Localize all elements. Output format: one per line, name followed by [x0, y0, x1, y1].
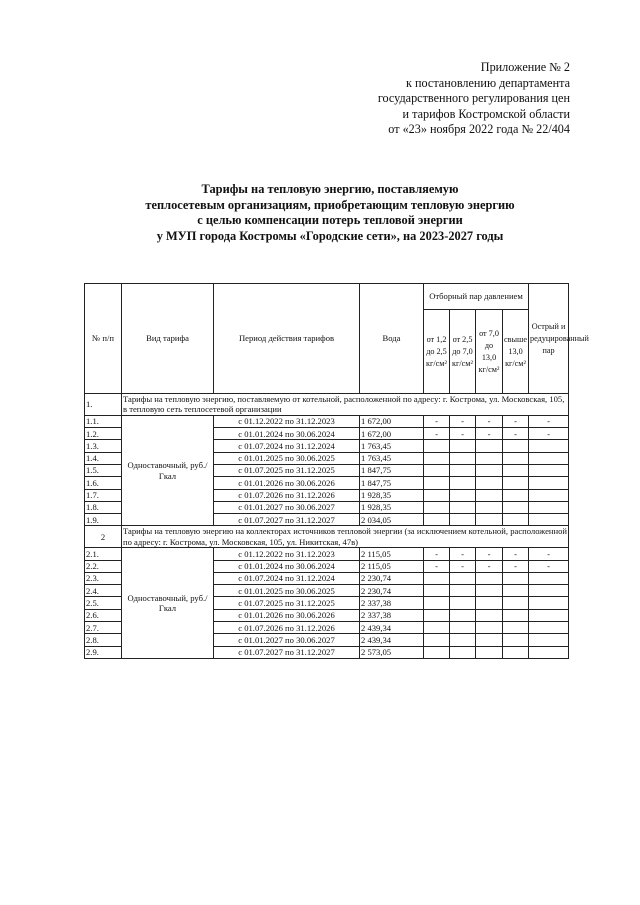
steam-tariff-cell: -: [529, 428, 569, 440]
steam-tariff-cell: -: [476, 548, 503, 560]
steam-tariff-cell: [450, 609, 476, 621]
period-cell: с 01.07.2027 по 31.12.2027: [214, 514, 360, 526]
steam-tariff-cell: [450, 514, 476, 526]
row-number: 2.2.: [85, 560, 122, 572]
water-tariff-cell: 2 439,34: [360, 634, 424, 646]
water-tariff-cell: 1 672,00: [360, 428, 424, 440]
group-title: Тарифы на тепловую энергию на коллекторах источников тепловой энергии (за исключением котельной, расположенной по адресу: г. Кострома, ул. Московская, 105, ул. Никитская, 47в): [123, 526, 568, 547]
row-number: 2.4.: [85, 585, 122, 597]
steam-tariff-cell: [424, 622, 450, 634]
steam-tariff-cell: [476, 465, 503, 477]
appendix-line: государственного регулирования цен: [377, 91, 570, 106]
title-line: с целью компенсации потерь тепловой энергии: [197, 213, 463, 228]
period-cell: с 01.07.2024 по 31.12.2024: [214, 572, 360, 584]
water-tariff-cell: 2 115,05: [360, 548, 424, 560]
steam-tariff-cell: [503, 501, 529, 513]
steam-tariff-cell: [529, 585, 569, 597]
group-header-row: [85, 394, 569, 416]
period-cell: с 01.07.2024 по 31.12.2024: [214, 440, 360, 452]
row-number: 1.4.: [85, 452, 122, 464]
steam-tariff-cell: [476, 440, 503, 452]
steam-tariff-cell: [476, 609, 503, 621]
period-cell: с 01.01.2025 по 30.06.2025: [214, 452, 360, 464]
steam-tariff-cell: [503, 609, 529, 621]
steam-tariff-cell: [450, 477, 476, 489]
group-number: 2: [85, 526, 122, 548]
steam-tariff-cell: [503, 465, 529, 477]
steam-tariff-cell: [424, 440, 450, 452]
table-row: [85, 548, 569, 560]
header-steam-3: от 7,0 до 13,0 кг/см²: [476, 310, 503, 394]
row-number: 2.1.: [85, 548, 122, 560]
period-cell: с 01.07.2025 по 31.12.2025: [214, 597, 360, 609]
period-cell: с 01.07.2027 по 31.12.2027: [214, 646, 360, 658]
steam-tariff-cell: [503, 597, 529, 609]
steam-tariff-cell: [424, 609, 450, 621]
steam-tariff-cell: [476, 514, 503, 526]
tariff-type-cell: Одноставочный, руб./Гкал: [122, 548, 214, 659]
row-number: 1.5.: [85, 465, 122, 477]
period-cell: с 01.01.2026 по 30.06.2026: [214, 477, 360, 489]
group-title: Тарифы на тепловую энергию, поставляемую от котельной, расположенной по адресу: г. Кострома, ул. Московская, 105, в тепловую сеть теплосетевой организации: [122, 394, 569, 416]
steam-tariff-cell: -: [476, 560, 503, 572]
header-sharp-steam: Острый и редуцированный пар: [529, 284, 569, 394]
water-tariff-cell: 2 230,74: [360, 572, 424, 584]
steam-tariff-cell: [476, 501, 503, 513]
title-line: Тарифы на тепловую энергию, поставляемую: [201, 182, 459, 196]
document-title: [60, 182, 600, 244]
appendix-line: и тарифов Костромской области: [402, 106, 570, 121]
water-tariff-cell: 2 230,74: [360, 585, 424, 597]
steam-tariff-cell: [503, 585, 529, 597]
water-tariff-cell: 1 847,75: [360, 477, 424, 489]
steam-tariff-cell: -: [503, 428, 529, 440]
steam-tariff-cell: -: [450, 415, 476, 427]
steam-tariff-cell: [476, 585, 503, 597]
header-steam-group: Отборный пар давлением: [424, 284, 529, 310]
steam-tariff-cell: [529, 514, 569, 526]
steam-tariff-cell: [450, 465, 476, 477]
steam-tariff-cell: -: [424, 428, 450, 440]
steam-tariff-cell: [424, 597, 450, 609]
steam-tariff-cell: [424, 572, 450, 584]
steam-tariff-cell: [529, 634, 569, 646]
steam-tariff-cell: [529, 609, 569, 621]
steam-tariff-cell: [476, 452, 503, 464]
steam-tariff-cell: [450, 452, 476, 464]
row-number: 1.2.: [85, 428, 122, 440]
steam-tariff-cell: [424, 465, 450, 477]
steam-tariff-cell: [424, 501, 450, 513]
steam-tariff-cell: [476, 477, 503, 489]
steam-tariff-cell: [503, 514, 529, 526]
period-cell: с 01.01.2026 по 30.06.2026: [214, 609, 360, 621]
row-number: 2.5.: [85, 597, 122, 609]
steam-tariff-cell: -: [529, 560, 569, 572]
steam-tariff-cell: [450, 572, 476, 584]
steam-tariff-cell: [503, 646, 529, 658]
water-tariff-cell: 1 672,00: [360, 415, 424, 427]
period-cell: с 01.01.2024 по 30.06.2024: [214, 560, 360, 572]
water-tariff-cell: 1 763,45: [360, 440, 424, 452]
header-water: Вода: [360, 284, 424, 394]
steam-tariff-cell: -: [424, 415, 450, 427]
period-cell: с 01.01.2027 по 30.06.2027: [214, 501, 360, 513]
steam-tariff-cell: [503, 572, 529, 584]
steam-tariff-cell: [529, 597, 569, 609]
steam-tariff-cell: [424, 489, 450, 501]
row-number: 1.8.: [85, 501, 122, 513]
steam-tariff-cell: [450, 440, 476, 452]
water-tariff-cell: 1 847,75: [360, 465, 424, 477]
row-number: 1.6.: [85, 477, 122, 489]
header-tariff-type: Вид тарифа: [122, 284, 214, 394]
steam-tariff-cell: -: [476, 415, 503, 427]
period-cell: с 01.12.2022 по 31.12.2023: [214, 548, 360, 560]
steam-tariff-cell: [529, 489, 569, 501]
appendix-line: Приложение № 2: [480, 60, 570, 74]
group-number: 1.: [85, 394, 122, 416]
steam-tariff-cell: [450, 622, 476, 634]
period-cell: с 01.07.2026 по 31.12.2026: [214, 489, 360, 501]
steam-tariff-cell: [503, 489, 529, 501]
water-tariff-cell: 2 573,05: [360, 646, 424, 658]
steam-tariff-cell: [424, 585, 450, 597]
water-tariff-cell: 2 115,05: [360, 560, 424, 572]
steam-tariff-cell: [529, 465, 569, 477]
steam-tariff-cell: -: [450, 428, 476, 440]
steam-tariff-cell: -: [503, 548, 529, 560]
water-tariff-cell: 2 034,05: [360, 514, 424, 526]
header-steam-4: свыше 13,0 кг/см²: [503, 310, 529, 394]
water-tariff-cell: 1 763,45: [360, 452, 424, 464]
water-tariff-cell: 1 928,35: [360, 501, 424, 513]
table-row: [85, 415, 569, 427]
steam-tariff-cell: [450, 634, 476, 646]
period-cell: с 01.01.2024 по 30.06.2024: [214, 428, 360, 440]
steam-tariff-cell: -: [529, 548, 569, 560]
header-steam-2: от 2,5 до 7,0 кг/см²: [450, 310, 476, 394]
header-num: № п/п: [85, 284, 122, 394]
water-tariff-cell: 2 439,34: [360, 622, 424, 634]
row-number: 1.7.: [85, 489, 122, 501]
period-cell: с 01.01.2025 по 30.06.2025: [214, 585, 360, 597]
row-number: 1.1.: [85, 415, 122, 427]
period-cell: с 01.07.2025 по 31.12.2025: [214, 465, 360, 477]
steam-tariff-cell: [503, 440, 529, 452]
steam-tariff-cell: [476, 622, 503, 634]
row-number: 1.9.: [85, 514, 122, 526]
steam-tariff-cell: [503, 477, 529, 489]
water-tariff-cell: 2 337,38: [360, 609, 424, 621]
steam-tariff-cell: [529, 440, 569, 452]
steam-tariff-cell: -: [529, 415, 569, 427]
steam-tariff-cell: [476, 597, 503, 609]
tariff-table: [84, 283, 589, 659]
steam-tariff-cell: [529, 452, 569, 464]
steam-tariff-cell: [529, 622, 569, 634]
steam-tariff-cell: [529, 501, 569, 513]
steam-tariff-cell: [424, 634, 450, 646]
steam-tariff-cell: -: [450, 560, 476, 572]
steam-tariff-cell: [476, 634, 503, 646]
steam-tariff-cell: [424, 452, 450, 464]
steam-tariff-cell: [529, 477, 569, 489]
period-cell: с 01.01.2027 по 30.06.2027: [214, 634, 360, 646]
row-number: 2.6.: [85, 609, 122, 621]
steam-tariff-cell: -: [424, 548, 450, 560]
steam-tariff-cell: [450, 501, 476, 513]
row-number: 2.3.: [85, 572, 122, 584]
period-cell: с 01.07.2026 по 31.12.2026: [214, 622, 360, 634]
row-number: 1.3.: [85, 440, 122, 452]
steam-tariff-cell: [476, 646, 503, 658]
steam-tariff-cell: [450, 585, 476, 597]
steam-tariff-cell: [529, 572, 569, 584]
steam-tariff-cell: [450, 646, 476, 658]
steam-tariff-cell: -: [503, 560, 529, 572]
steam-tariff-cell: [503, 622, 529, 634]
steam-tariff-cell: [424, 477, 450, 489]
steam-tariff-cell: [503, 634, 529, 646]
title-line: теплосетевым организациям, приобретающим тепловую энергию: [145, 197, 515, 212]
steam-tariff-cell: [476, 489, 503, 501]
period-cell: с 01.12.2022 по 31.12.2023: [214, 415, 360, 427]
steam-tariff-cell: [450, 597, 476, 609]
header-steam-1: от 1,2 до 2,5 кг/см²: [424, 310, 450, 394]
steam-tariff-cell: -: [503, 415, 529, 427]
steam-tariff-cell: [424, 514, 450, 526]
steam-tariff-cell: [450, 489, 476, 501]
steam-tariff-cell: [476, 572, 503, 584]
row-number: 2.8.: [85, 634, 122, 646]
steam-tariff-cell: [503, 452, 529, 464]
steam-tariff-cell: [529, 646, 569, 658]
appendix-line: от «23» ноября 2022 года № 22/404: [388, 122, 570, 137]
water-tariff-cell: 1 928,35: [360, 489, 424, 501]
water-tariff-cell: 2 337,38: [360, 597, 424, 609]
steam-tariff-cell: -: [450, 548, 476, 560]
title-line: у МУП города Костромы «Городские сети», на 2023-2027 годы: [156, 228, 504, 243]
steam-tariff-cell: -: [424, 560, 450, 572]
row-number: 2.9.: [85, 646, 122, 658]
steam-tariff-cell: [424, 646, 450, 658]
appendix-block: [270, 60, 570, 138]
header-period: Период действия тарифов: [214, 284, 360, 394]
tariff-type-cell: Одноставочный, руб./Гкал: [122, 415, 214, 526]
steam-tariff-cell: -: [476, 428, 503, 440]
appendix-line: к постановлению департамента: [406, 75, 570, 90]
group-header-row: [85, 526, 569, 548]
row-number: 2.7.: [85, 622, 122, 634]
